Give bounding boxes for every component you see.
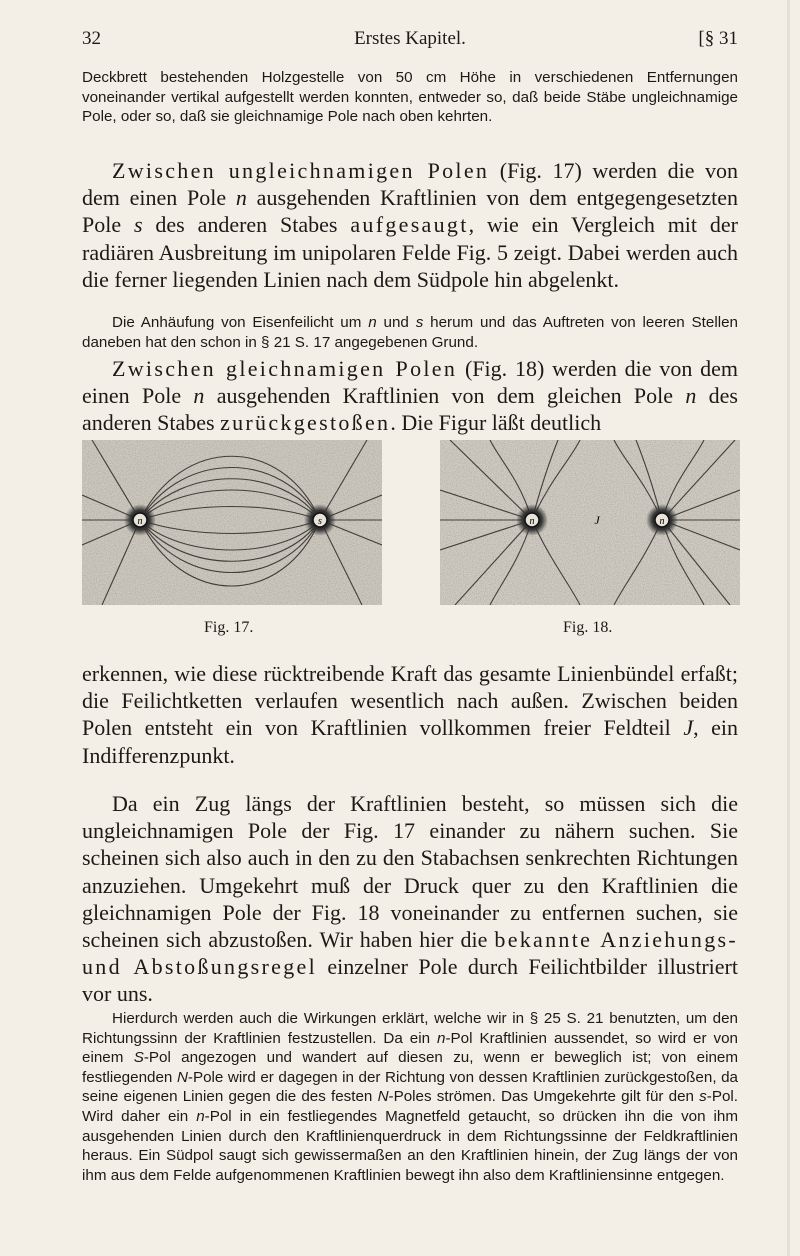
text-run: erkennen, wie diese rücktreibende Kraft das gesamte Linienbündel erfaßt; die Feilichtketten verlaufen wesentlich nach außen. Zwischen beiden Polen entsteht ein von Kraftlinien vollkommen freier Feldteil [82,661,738,741]
text-run: (Fig. 18) werden die von dem einen Pole [82,356,738,409]
emphasis-rule: bekannte Anziehungs- und Abstoßungsregel [82,927,738,980]
indifference-point-label: J [594,513,600,527]
text-run: -Pol Kraftlinien aussendet, so wird er von einem [82,1029,738,1067]
text-run: . Die Figur läßt deutlich [390,410,602,436]
text-run: (Fig. 17) werden die von dem einen Pole [82,158,738,211]
text-run: Hierdurch werden auch die Wirkungen erklärt, welche wir in § 25 S. 21 benutzten, um den Richtungssinn der Kraftlinien festzustellen. Da ein [82,1010,738,1047]
text-run: -Pol in ein festliegendes Magnetfeld getaucht, so drücken ihn die von ihm ausgehenden Linien durch den Kraftlinienquerdruck in dem Richtungssinne der Feldkraftlinien heraus. Ein Südpol saugt sich gewissermaßen an den Kraftlinien hinein, der Zug längs der von ihm aus dem Felde aufgenommenen Kraftlinien bewegt ihn also dem Kraftliniensinne entgegen. [82,1107,738,1184]
paragraph-continuation: Deckbrett bestehenden Holzgestelle von 50 cm Höhe in verschiedenen Entfernungen voneinander vertikal aufgestellt werden konnten, entweder so, daß beide Stäbe ungleichnamige Pole, oder so, daß sie gleichnamige Pole nach oben kehrten. [82,69,738,126]
text-run: ausgehenden Kraftlinien von dem entgegengesetzten Pole [82,185,738,238]
text-run: des anderen Stabes [82,383,738,436]
text-run: Da ein Zug längs der Kraftlinien besteht, so müssen sich die ungleichnamigen Pole der Fig. 17 einander zu nähern suchen. Sie scheinen sich also auch in den zu den Stabachsen senkrechten Richtungen anzuziehen. Umgekehrt muß der Druck quer zu den Kraftlinien die gleichnamigen Pole der Fig. 18 voneinander zu entfernen suchen, sie scheinen sich abzustoßen. Wir haben hier die [82,791,738,953]
text-run: -Poles strömen. Das Umgekehrte gilt für den [388,1088,700,1106]
indifference-symbol: J [683,715,694,741]
text-run: und [376,314,416,331]
running-header [82,28,738,56]
pole-symbol: n [685,383,697,409]
running-title: Erstes Kapitel. [354,28,466,49]
pole-symbol: N [176,1068,188,1086]
paragraph-note-filings [82,313,738,352]
text-run: einzelner Pole durch Feilichtbilder illustriert vor uns. [82,954,738,1007]
pole-s-label: s [318,516,322,527]
emphasis-repelled: zurückgestoßen [220,410,391,436]
figure-18-iron-filings [440,440,740,605]
text-run: des anderen Stabes [142,212,351,238]
pole-n-left-label: n [529,516,535,527]
figure-18-caption: Fig. 18. [563,619,613,636]
paragraph-attraction-rule [82,790,738,1008]
page-number: 32 [82,28,101,49]
text-run: herum und das Auftreten von leeren Stellen daneben hat den schon in § 21 S. 17 angegebenen Grund. [82,314,738,351]
filings-texture [440,440,740,605]
paragraph-repulsion [82,660,738,769]
pole-n-right-label: n [659,516,665,527]
page-edge-shadow [787,0,790,1256]
pole-symbol: n [235,185,247,211]
pole-symbol: n [368,314,377,331]
pole-symbol: n [196,1107,205,1125]
pole-symbol: s [415,314,424,331]
text-run: -Pol. Wird daher ein [82,1088,738,1125]
paragraph-unlike-poles [82,157,738,293]
paragraph-like-poles [82,355,738,437]
text-run: Die Anhäufung von Eisenfeilicht um [112,314,369,331]
pole-symbol: S [133,1049,144,1067]
pole-n-label: n [137,516,143,527]
emphasis-like-poles: Zwischen gleichnamigen Polen [112,356,458,381]
pole-symbol: n [437,1029,446,1047]
text-run: -Pol angezogen und wandert auf diesen zu, wenn er beweglich ist; von einem festliegenden [82,1049,739,1086]
text-run: , wie ein Vergleich mit der radiären Ausbreitung im unipolaren Felde Fig. 5 zeigt. Dabei werden auch die ferner liegenden Linien nach dem Südpole hin abgelenkt. [82,212,738,292]
pole-symbol: N [377,1088,389,1106]
pole-symbol: s [133,212,143,238]
paragraph-explanation [82,1009,738,1185]
emphasis-unlike-poles: Zwischen ungleichnamigen Polen [112,158,490,183]
text-run: ausgehenden Kraftlinien von dem gleichen Pole [204,383,686,409]
pole-symbol: s [699,1088,707,1106]
pole-symbol: n [193,383,205,409]
emphasis-absorbed: aufgesaugt [350,212,469,238]
figure-17-iron-filings [82,440,382,605]
figure-17-caption: Fig. 17. [204,619,254,636]
text-run: , ein Indifferenzpunkt. [82,715,738,768]
section-marker: [§ 31 [698,28,738,49]
text-run: -Pole wird er dagegen in der Richtung von dessen Kraftlinien zurückgestoßen, da seine eigenen Linien gegen die des festen [82,1068,738,1106]
